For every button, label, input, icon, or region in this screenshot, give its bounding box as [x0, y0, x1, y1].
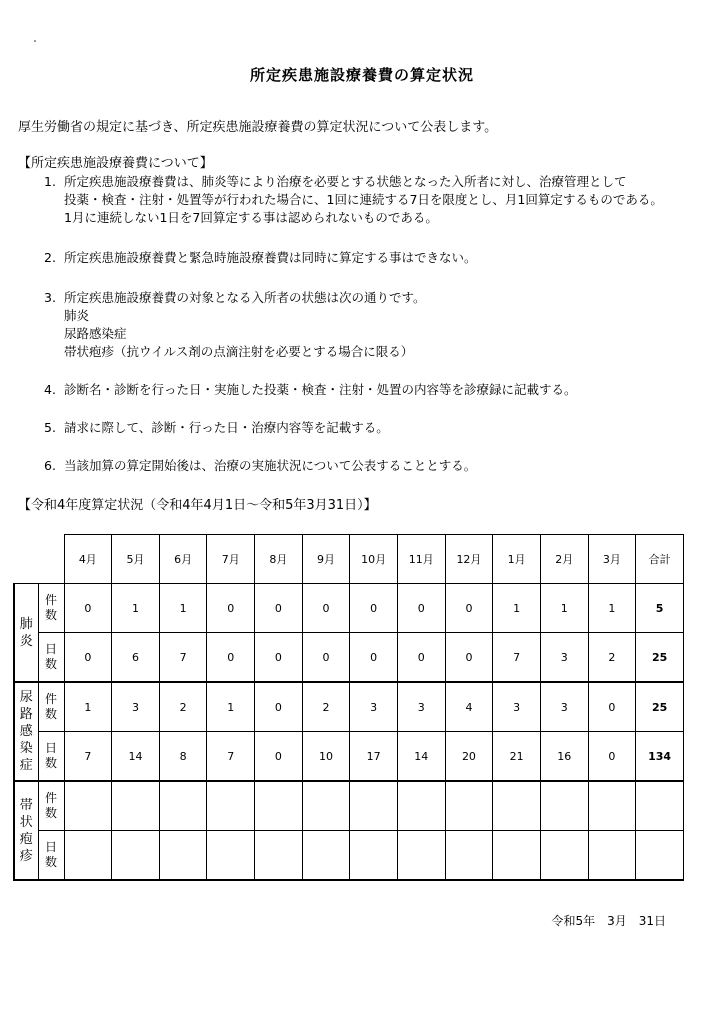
month-header: 10月 [350, 535, 398, 584]
measure-char: 件 [44, 791, 57, 805]
value-cell [445, 781, 493, 831]
measure-label [38, 831, 64, 881]
about-item-1-line-3: 1月に連続しない1日を7回算定する事は認められないものである。 [64, 210, 438, 225]
value-cell: 1 [159, 584, 207, 633]
value-cell [540, 781, 588, 831]
value-cell: 21 [493, 732, 541, 782]
month-header: 6月 [159, 535, 207, 584]
measure-char: 日 [44, 642, 57, 656]
value-cell: 1 [112, 584, 160, 633]
value-cell: 3 [112, 682, 160, 732]
value-cell: 2 [302, 682, 350, 732]
item-number: 3. [44, 290, 56, 305]
disease-char: 感 [19, 724, 33, 739]
value-cell: 0 [255, 633, 303, 683]
value-cell [350, 781, 398, 831]
measure-label [38, 781, 64, 831]
value-cell: 0 [350, 633, 398, 683]
disease-char: 路 [19, 707, 33, 722]
value-cell: 7 [64, 732, 112, 782]
condition-pneumonia: 肺炎 [64, 308, 90, 323]
item-number: 6. [44, 458, 56, 473]
disease-label [14, 584, 38, 683]
about-item-4 [44, 380, 577, 398]
disease-label [14, 781, 38, 880]
table-row [14, 584, 684, 633]
value-cell: 14 [397, 732, 445, 782]
measure-char: 件 [44, 593, 57, 607]
disease-char: 炎 [19, 633, 33, 649]
value-cell: 3 [350, 682, 398, 732]
total-cell: 134 [636, 732, 684, 782]
value-cell: 2 [588, 633, 636, 683]
value-cell: 3 [493, 682, 541, 732]
value-cell [397, 831, 445, 881]
month-header: 4月 [64, 535, 112, 584]
value-cell: 0 [207, 584, 255, 633]
value-cell [540, 831, 588, 881]
value-cell [159, 781, 207, 831]
measure-char: 数 [44, 707, 57, 721]
value-cell: 0 [350, 584, 398, 633]
table-row [14, 781, 684, 831]
month-header: 1月 [493, 535, 541, 584]
measure-char: 数 [44, 608, 57, 622]
disease-char: 状 [19, 814, 33, 830]
item-line: 診断名・診断を行った日・実施した投薬・検査・注射・処置の内容等を診療録に記載する。 [64, 382, 577, 397]
month-header: 7月 [207, 535, 255, 584]
month-header: 11月 [397, 535, 445, 584]
value-cell: 3 [397, 682, 445, 732]
measure-label [38, 633, 64, 683]
item-number: 4. [44, 382, 56, 397]
value-cell [112, 781, 160, 831]
value-cell: 8 [159, 732, 207, 782]
month-header: 3月 [588, 535, 636, 584]
value-cell [302, 831, 350, 881]
value-cell: 0 [302, 633, 350, 683]
value-cell [207, 831, 255, 881]
value-cell: 0 [207, 633, 255, 683]
value-cell: 6 [112, 633, 160, 683]
disease-char: 帯 [19, 797, 33, 813]
condition-shingles: 帯状疱疹（抗ウイルス剤の点滴注射を必要とする場合に限る） [64, 344, 414, 359]
item-number: 2. [44, 250, 56, 265]
value-cell: 20 [445, 732, 493, 782]
value-cell: 0 [445, 584, 493, 633]
measure-char: 数 [44, 756, 57, 770]
item-line: 所定疾患施設療養費と緊急時施設療養費は同時に算定する事はできない。 [64, 250, 477, 265]
measure-char: 件 [44, 692, 57, 706]
disease-char: 症 [19, 758, 33, 773]
table-row [14, 682, 684, 732]
value-cell: 0 [588, 682, 636, 732]
intro-text: 厚生労働省の規定に基づき、所定疾患施設療養費の算定状況について公表します。 [18, 120, 498, 135]
total-cell [636, 831, 684, 881]
value-cell [207, 781, 255, 831]
value-cell [588, 831, 636, 881]
item-line: 請求に際して、診断・行った日・治療内容等を記載する。 [64, 420, 389, 435]
measure-label [38, 682, 64, 732]
condition-uti: 尿路感染症 [64, 326, 127, 341]
value-cell [302, 781, 350, 831]
month-header: 8月 [255, 535, 303, 584]
value-cell [64, 781, 112, 831]
item-number: 5. [44, 420, 56, 435]
value-cell: 1 [64, 682, 112, 732]
item-line: 所定疾患施設療養費は、肺炎等により治療を必要とする状態となった入所者に対し、治療管理として [64, 174, 627, 189]
value-cell [588, 781, 636, 831]
month-header: 5月 [112, 535, 160, 584]
measure-label [38, 584, 64, 633]
disease-char: 染 [19, 741, 33, 756]
about-item-3 [44, 288, 426, 306]
value-cell: 1 [207, 682, 255, 732]
value-cell: 3 [540, 633, 588, 683]
disease-char: 疹 [19, 848, 33, 864]
value-cell [350, 831, 398, 881]
value-cell [397, 781, 445, 831]
value-cell: 16 [540, 732, 588, 782]
value-cell [493, 781, 541, 831]
about-item-6 [44, 456, 476, 474]
table-corner [14, 535, 64, 584]
value-cell: 1 [588, 584, 636, 633]
measure-label [38, 732, 64, 782]
value-cell: 3 [540, 682, 588, 732]
about-item-2 [44, 248, 477, 266]
value-cell: 7 [207, 732, 255, 782]
total-cell: 25 [636, 633, 684, 683]
value-cell [112, 831, 160, 881]
value-cell: 0 [445, 633, 493, 683]
value-cell: 7 [159, 633, 207, 683]
value-cell: 10 [302, 732, 350, 782]
value-cell: 0 [397, 633, 445, 683]
value-cell [159, 831, 207, 881]
value-cell: 1 [493, 584, 541, 633]
value-cell: 2 [159, 682, 207, 732]
disease-char: 疱 [19, 831, 33, 847]
measure-char: 数 [44, 855, 57, 869]
value-cell [493, 831, 541, 881]
value-cell: 0 [64, 584, 112, 633]
value-cell: 0 [255, 682, 303, 732]
value-cell [255, 781, 303, 831]
total-cell [636, 781, 684, 831]
item-number: 1. [44, 174, 56, 189]
value-cell: 0 [302, 584, 350, 633]
measure-char: 数 [44, 657, 57, 671]
about-item-5 [44, 418, 389, 436]
value-cell: 14 [112, 732, 160, 782]
disease-char: 尿 [19, 690, 33, 705]
disease-label [14, 682, 38, 781]
scan-speck [34, 40, 36, 42]
page-title: 所定疾患施設療養費の算定状況 [249, 66, 474, 84]
value-cell: 0 [64, 633, 112, 683]
month-header: 12月 [445, 535, 493, 584]
value-cell [64, 831, 112, 881]
value-cell: 0 [255, 584, 303, 633]
publication-date: 令和5年 3月 31日 [551, 914, 666, 928]
value-cell: 17 [350, 732, 398, 782]
table-row [14, 831, 684, 881]
measure-char: 数 [44, 806, 57, 820]
item-line: 当該加算の算定開始後は、治療の実施状況について公表することとする。 [64, 458, 477, 473]
total-header: 合計 [636, 535, 684, 584]
table-row [14, 732, 684, 782]
month-header-row [14, 535, 684, 584]
month-header: 9月 [302, 535, 350, 584]
measure-char: 日 [44, 741, 57, 755]
measure-char: 日 [44, 840, 57, 854]
calculation-status-table [13, 534, 684, 881]
about-item-1-line-2: 投薬・検査・注射・処置等が行われた場合に、1回に連続する7日を限度とし、月1回算定するものである。 [64, 192, 663, 207]
status-heading: 【令和4年度算定状況（令和4年4月1日～令和5年3月31日）】 [18, 498, 377, 513]
item-line: 所定疾患施設療養費の対象となる入所者の状態は次の通りです。 [64, 290, 426, 305]
value-cell [255, 831, 303, 881]
table-row [14, 633, 684, 683]
month-header: 2月 [540, 535, 588, 584]
about-item-1 [44, 172, 627, 190]
value-cell: 4 [445, 682, 493, 732]
value-cell: 0 [255, 732, 303, 782]
value-cell: 0 [588, 732, 636, 782]
disease-char: 肺 [19, 616, 33, 632]
total-cell: 5 [636, 584, 684, 633]
total-cell: 25 [636, 682, 684, 732]
value-cell: 1 [540, 584, 588, 633]
value-cell [445, 831, 493, 881]
value-cell: 0 [397, 584, 445, 633]
about-heading: 【所定疾患施設療養費について】 [18, 156, 213, 171]
value-cell: 7 [493, 633, 541, 683]
